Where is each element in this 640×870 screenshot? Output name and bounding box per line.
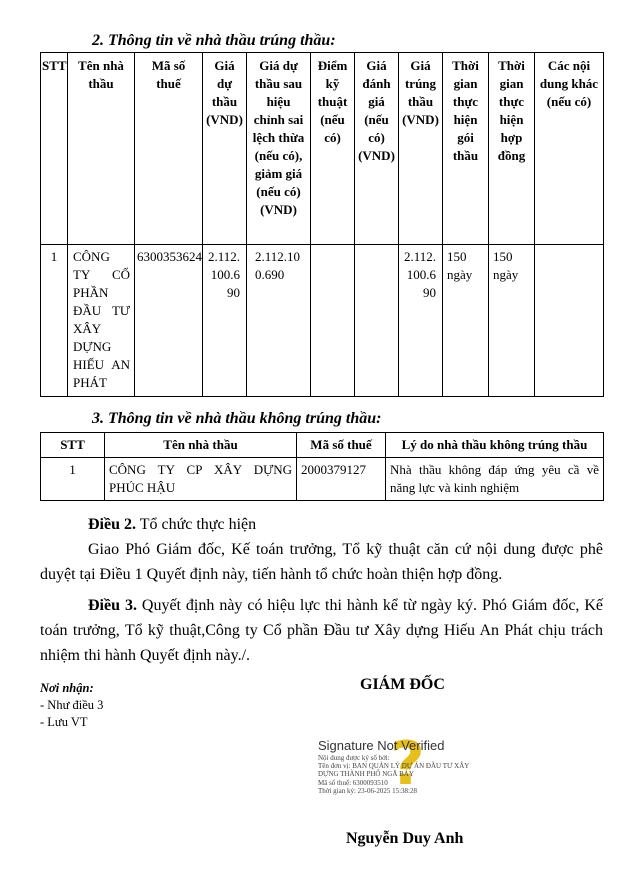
- article-3: [40, 593, 603, 668]
- article-2-label: Điều 2.: [88, 516, 136, 533]
- receiver-item: - Lưu VT: [40, 715, 88, 729]
- cell-evaluated-price: [355, 245, 399, 397]
- table-row: [41, 245, 604, 397]
- question-mark-icon: ?: [390, 729, 425, 799]
- col-header: Mã số thuế: [297, 433, 386, 458]
- signature-line: DỰNG THÀNH PHỐ NGÃ BẢY: [318, 770, 414, 779]
- col-header: Các nội dung khác (nếu có): [535, 53, 604, 245]
- col-header: Tên nhà thầu: [68, 53, 135, 245]
- cell-adjusted-price: 2.112.100.690: [247, 245, 311, 397]
- receiver-item: - Như điều 3: [40, 698, 104, 712]
- cell-bidder-name: CÔNG TY CP XÂY DỰNG PHÚC HẬU: [105, 458, 297, 501]
- cell-winning-price: 2.112.100.690: [399, 245, 443, 397]
- signature-line: Tên đơn vị: BAN QUẢN LÝ DỰ ÁN ĐẦU TƯ XÂY: [318, 762, 470, 771]
- signer-name: Nguyễn Duy Anh: [346, 830, 464, 847]
- cell-stt: 1: [41, 458, 105, 501]
- section-3-heading: 3. Thông tin về nhà thầu không trúng thầu:: [92, 410, 382, 427]
- table-header-row: [41, 433, 604, 458]
- col-header: Giá trúng thầu (VND): [399, 53, 443, 245]
- losing-bidder-table: [40, 432, 604, 501]
- cell-package-duration: 150 ngày: [443, 245, 489, 397]
- article-2-title: Tổ chức thực hiện: [136, 516, 257, 533]
- article-3-label: Điều 3.: [88, 597, 137, 614]
- digital-signature-stamp[interactable]: [318, 729, 518, 808]
- signature-status: Signature Not Verified: [318, 738, 445, 753]
- col-header: Tên nhà thầu: [105, 433, 297, 458]
- receivers-title: Nơi nhận:: [40, 681, 94, 695]
- director-title: GIÁM ĐỐC: [360, 676, 445, 693]
- cell-bidder-name: CÔNG TY CỔ PHẦN ĐẦU TƯ XÂY DỰNG HIẾU AN PHÁT: [68, 245, 135, 397]
- cell-technical-score: [311, 245, 355, 397]
- signature-line: Nội dung được ký số bởi:: [318, 754, 390, 762]
- table-header-row: [41, 53, 604, 245]
- winning-bidder-table: [40, 52, 604, 397]
- col-header: Giá dự thầu (VND): [203, 53, 247, 245]
- section-2-heading: 2. Thông tin về nhà thầu trúng thầu:: [92, 32, 336, 49]
- cell-other-content: [535, 245, 604, 397]
- col-header: STT: [41, 433, 105, 458]
- col-header: Thời gian thực hiện gói thầu: [443, 53, 489, 245]
- cell-tax-code: 6300353624: [135, 245, 203, 397]
- cell-contract-duration: 150 ngày: [489, 245, 535, 397]
- signature-line: Thời gian ký: 23-06-2025 15:38:28: [318, 786, 417, 795]
- col-header: Lý do nhà thầu không trúng thầu: [386, 433, 604, 458]
- cell-reason: Nhà thầu không đáp ứng yêu cầ về năng lực và kinh nghiệm: [386, 458, 604, 501]
- signature-details: [318, 754, 518, 795]
- article-3-body: Quyết định này có hiệu lực thi hành kể từ ngày ký. Phó Giám đốc, Kế toán trưởng, Tổ kỹ thuật,Công ty Cổ phần Đầu tư Xây dựng Hiếu An Phát chịu trách nhiệm thi hành Quyết định này./.: [40, 597, 604, 664]
- col-header: STT: [41, 53, 68, 245]
- receivers-block: [40, 680, 103, 731]
- col-header: Điểm kỹ thuật (nếu có): [311, 53, 355, 245]
- cell-stt: 1: [41, 245, 68, 397]
- col-header: Mã số thuế: [135, 53, 203, 245]
- cell-bid-price: 2.112.100.690: [203, 245, 247, 397]
- col-header: Thời gian thực hiện hợp đồng: [489, 53, 535, 245]
- cell-tax-code: 2000379127: [297, 458, 386, 501]
- col-header: Giá đánh giá (nếu có) (VND): [355, 53, 399, 245]
- article-2-body: Giao Phó Giám đốc, Kế toán trưởng, Tổ kỹ thuật căn cứ nội dung được phê duyệt tại Điều 1 Quyết định này, tiến hành tổ chức hoàn thiện hợp đồng.: [40, 541, 603, 583]
- article-2-heading: [40, 512, 603, 537]
- signature-line: Mã số thuế: 6300093510: [318, 778, 388, 787]
- col-header: Giá dự thầu sau hiệu chỉnh sai lệch thừa (nếu có), giảm giá (nếu có) (VND): [247, 53, 311, 245]
- table-row: [41, 458, 604, 501]
